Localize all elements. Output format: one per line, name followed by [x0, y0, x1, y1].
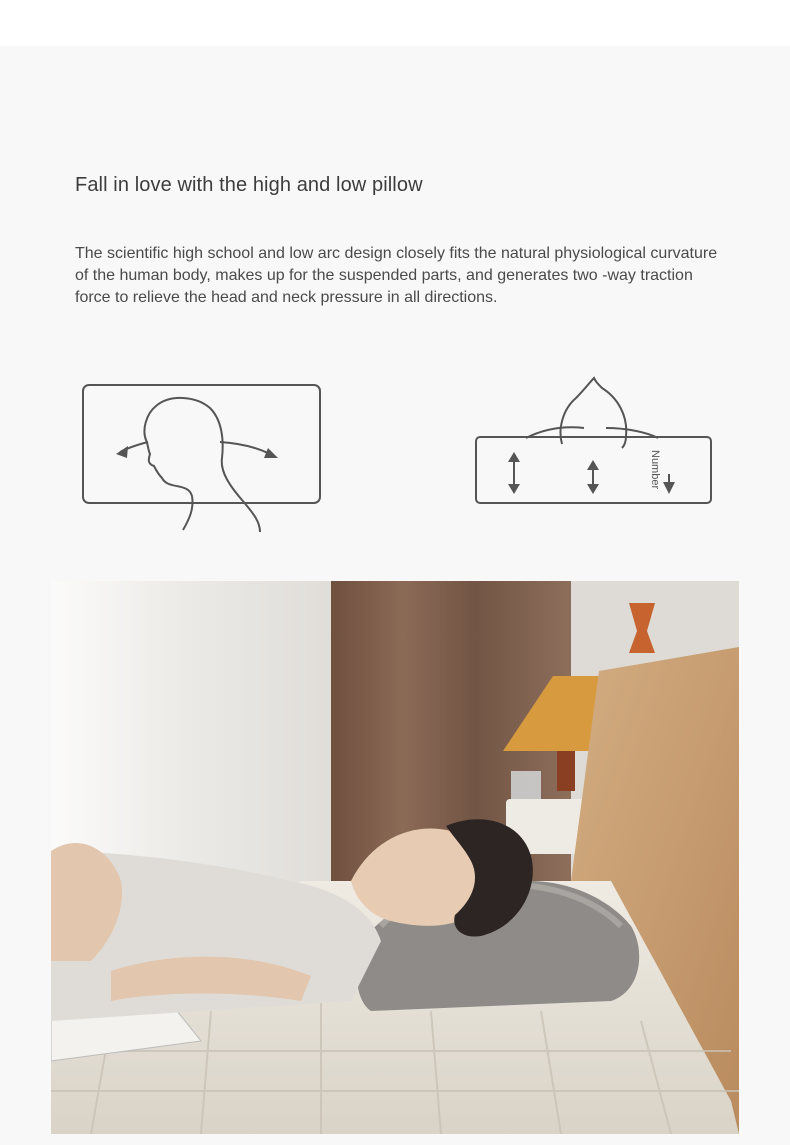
left-arrowhead-icon — [116, 446, 128, 458]
arrow-down-icon — [508, 484, 520, 494]
arrow-up-icon — [508, 452, 520, 462]
support-label: Number — [649, 450, 661, 490]
bedroom-photo — [51, 581, 739, 1134]
support-traction-diagram — [466, 370, 716, 540]
head-silhouette — [144, 398, 260, 532]
section-description: The scientific high school and low arc design closely fits the natural physiological curvature of the human body, makes up for the suspended parts, and generates two -way traction force to relieve the head and neck pressure in all directions. — [75, 245, 718, 306]
right-arrow-icon — [220, 442, 270, 454]
arrow-down-icon — [587, 484, 599, 494]
right-arrowhead-icon — [264, 448, 278, 458]
arrow-up-icon — [587, 460, 599, 470]
section-headline: Fall in love with the high and low pillow — [75, 174, 423, 196]
head-traction-diagram — [70, 370, 330, 540]
arrow-down-icon — [663, 482, 675, 494]
